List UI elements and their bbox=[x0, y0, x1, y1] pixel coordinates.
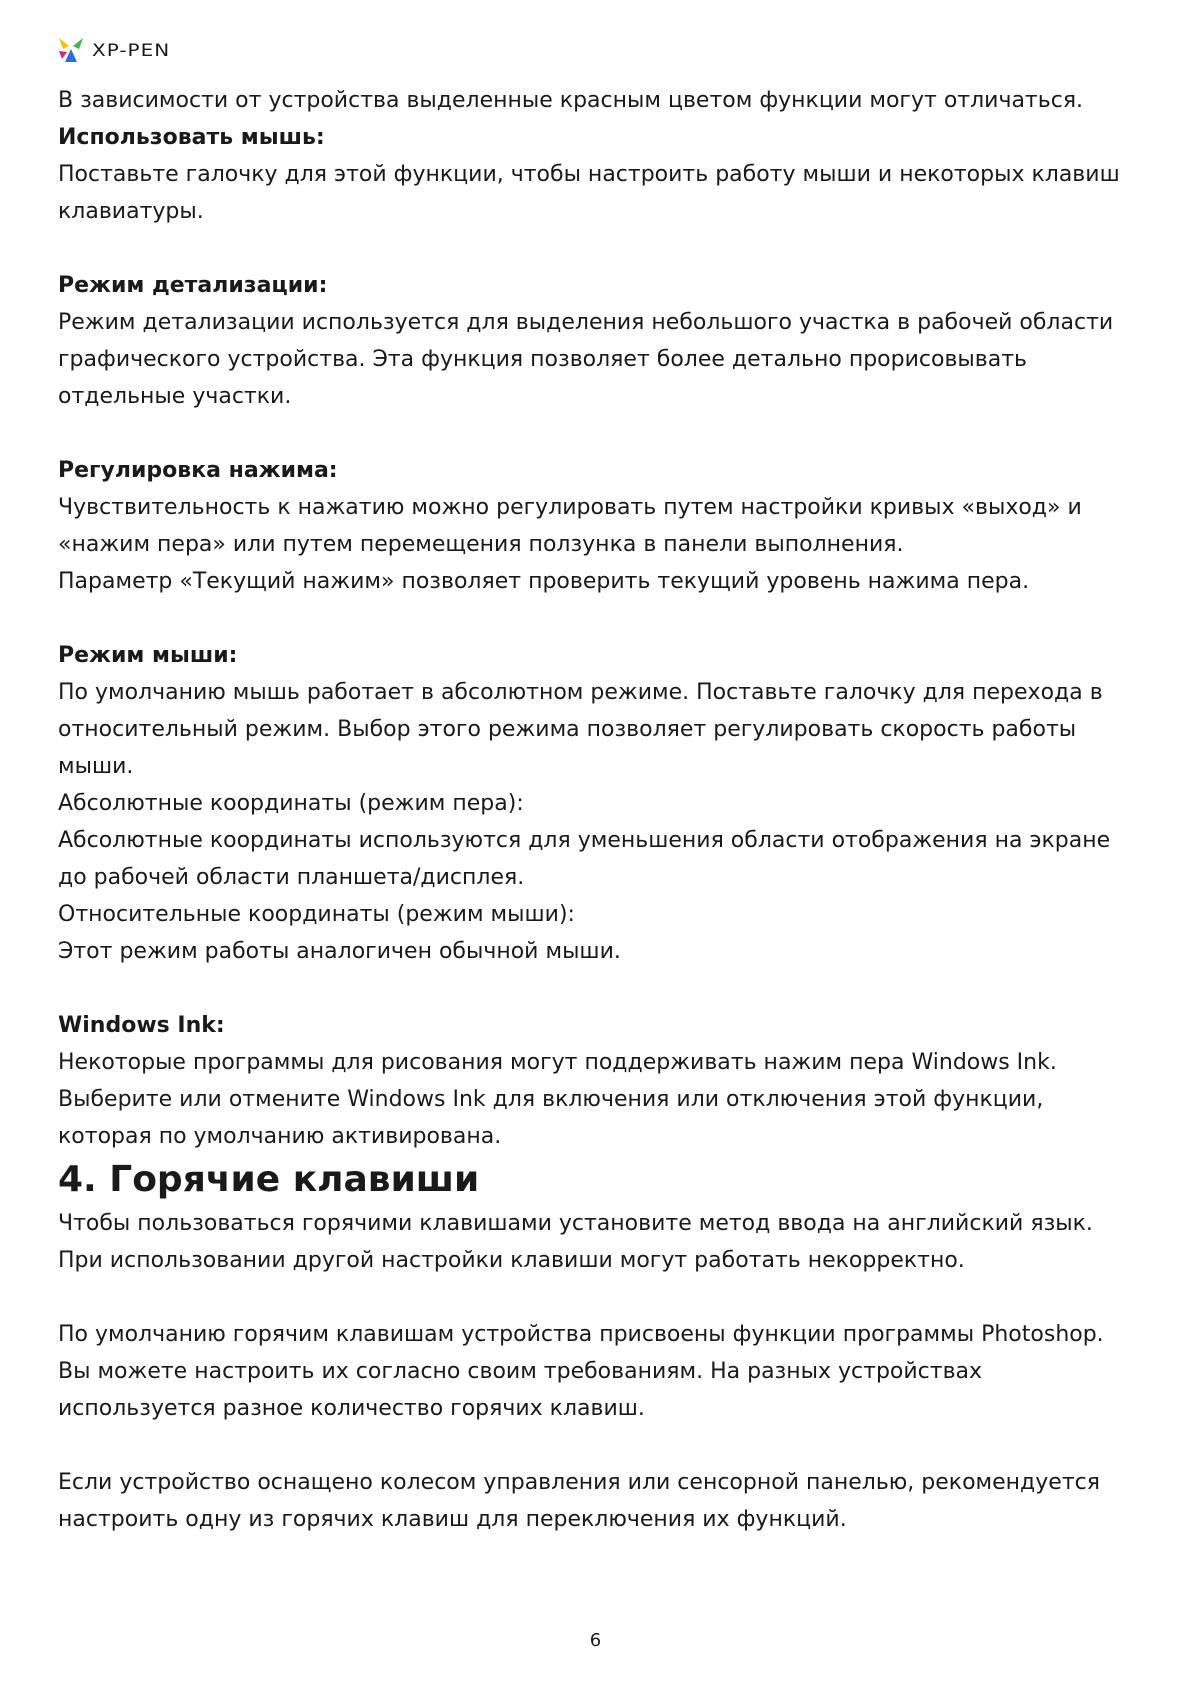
detail-mode-text-3: отдельные участки. bbox=[58, 384, 292, 409]
mouse-mode-text-3: мыши. bbox=[58, 754, 134, 779]
mouse-mode-text-8: Этот режим работы аналогичен обычной мыши. bbox=[58, 939, 621, 964]
windows-ink-title: Windows Ink: bbox=[58, 1013, 225, 1038]
hotkeys-para2-line-3: используется разное количество горячих клавиш. bbox=[58, 1396, 645, 1421]
windows-ink-text-2: Выберите или отмените Windows Ink для включения или отключения этой функции, bbox=[58, 1087, 1044, 1112]
logo-text: XP-PEN bbox=[92, 39, 171, 61]
mouse-mode-text-1: По умолчанию мышь работает в абсолютном режиме. Поставьте галочку для перехода в bbox=[58, 680, 1103, 705]
hotkeys-para2-line-2: Вы можете настроить их согласно своим требованиям. На разных устройствах bbox=[58, 1359, 983, 1384]
hotkeys-para2-line-1: По умолчанию горячим клавишам устройства присвоены функции программы Photoshop. bbox=[58, 1322, 1104, 1347]
mouse-mode-text-6: до рабочей области планшета/дисплея. bbox=[58, 865, 525, 890]
spacer bbox=[58, 970, 1138, 1007]
hotkeys-para3-line-2: настроить одну из горячих клавиш для переключения их функций. bbox=[58, 1507, 847, 1532]
pressure-text-2: «нажим пера» или путем перемещения ползунка в панели выполнения. bbox=[58, 532, 904, 557]
mouse-mode-text-2: относительный режим. Выбор этого режима позволяет регулировать скорость работы bbox=[58, 717, 1077, 742]
mouse-mode-text-7: Относительные координаты (режим мыши): bbox=[58, 902, 575, 927]
spacer bbox=[58, 230, 1138, 267]
hotkeys-heading: 4. Горячие клавиши bbox=[58, 1159, 480, 1200]
spacer bbox=[58, 1279, 1138, 1316]
use-mouse-text-1: Поставьте галочку для этой функции, чтобы настроить работу мыши и некоторых клавиш bbox=[58, 162, 1120, 187]
page-content bbox=[58, 82, 1138, 1538]
detail-mode-text-2: графического устройства. Эта функция позволяет более детально прорисовывать bbox=[58, 347, 1028, 372]
brand-logo bbox=[56, 32, 170, 68]
spacer bbox=[58, 415, 1138, 452]
mouse-mode-title: Режим мыши: bbox=[58, 643, 238, 668]
page-number: 6 bbox=[589, 1630, 602, 1651]
spacer bbox=[58, 1427, 1138, 1464]
pressure-text-3: Параметр «Текущий нажим» позволяет проверить текущий уровень нажима пера. bbox=[58, 569, 1030, 594]
hotkeys-para3-line-1: Если устройство оснащено колесом управления или сенсорной панелью, рекомендуется bbox=[58, 1470, 1100, 1495]
intro-note: В зависимости от устройства выделенные красным цветом функции могут отличаться. bbox=[58, 88, 1084, 113]
spacer bbox=[58, 600, 1138, 637]
xp-pen-logo-icon bbox=[56, 35, 86, 65]
pressure-text-1: Чувствительность к нажатию можно регулировать путем настройки кривых «выход» и bbox=[58, 495, 1082, 520]
hotkeys-para1-line-1: Чтобы пользоваться горячими клавишами установите метод ввода на английский язык. bbox=[58, 1211, 1093, 1236]
mouse-mode-text-4: Абсолютные координаты (режим пера): bbox=[58, 791, 524, 816]
detail-mode-title: Режим детализации: bbox=[58, 273, 328, 298]
pressure-title: Регулировка нажима: bbox=[58, 458, 338, 483]
windows-ink-text-1: Некоторые программы для рисования могут поддерживать нажим пера Windows Ink. bbox=[58, 1050, 1057, 1075]
use-mouse-text-2: клавиатуры. bbox=[58, 199, 204, 224]
detail-mode-text-1: Режим детализации используется для выделения небольшого участка в рабочей области bbox=[58, 310, 1114, 335]
windows-ink-text-3: которая по умолчанию активирована. bbox=[58, 1124, 502, 1149]
mouse-mode-text-5: Абсолютные координаты используются для уменьшения области отображения на экране bbox=[58, 828, 1111, 853]
use-mouse-title: Использовать мышь: bbox=[58, 125, 325, 150]
hotkeys-para1-line-2: При использовании другой настройки клавиши могут работать некорректно. bbox=[58, 1248, 965, 1273]
